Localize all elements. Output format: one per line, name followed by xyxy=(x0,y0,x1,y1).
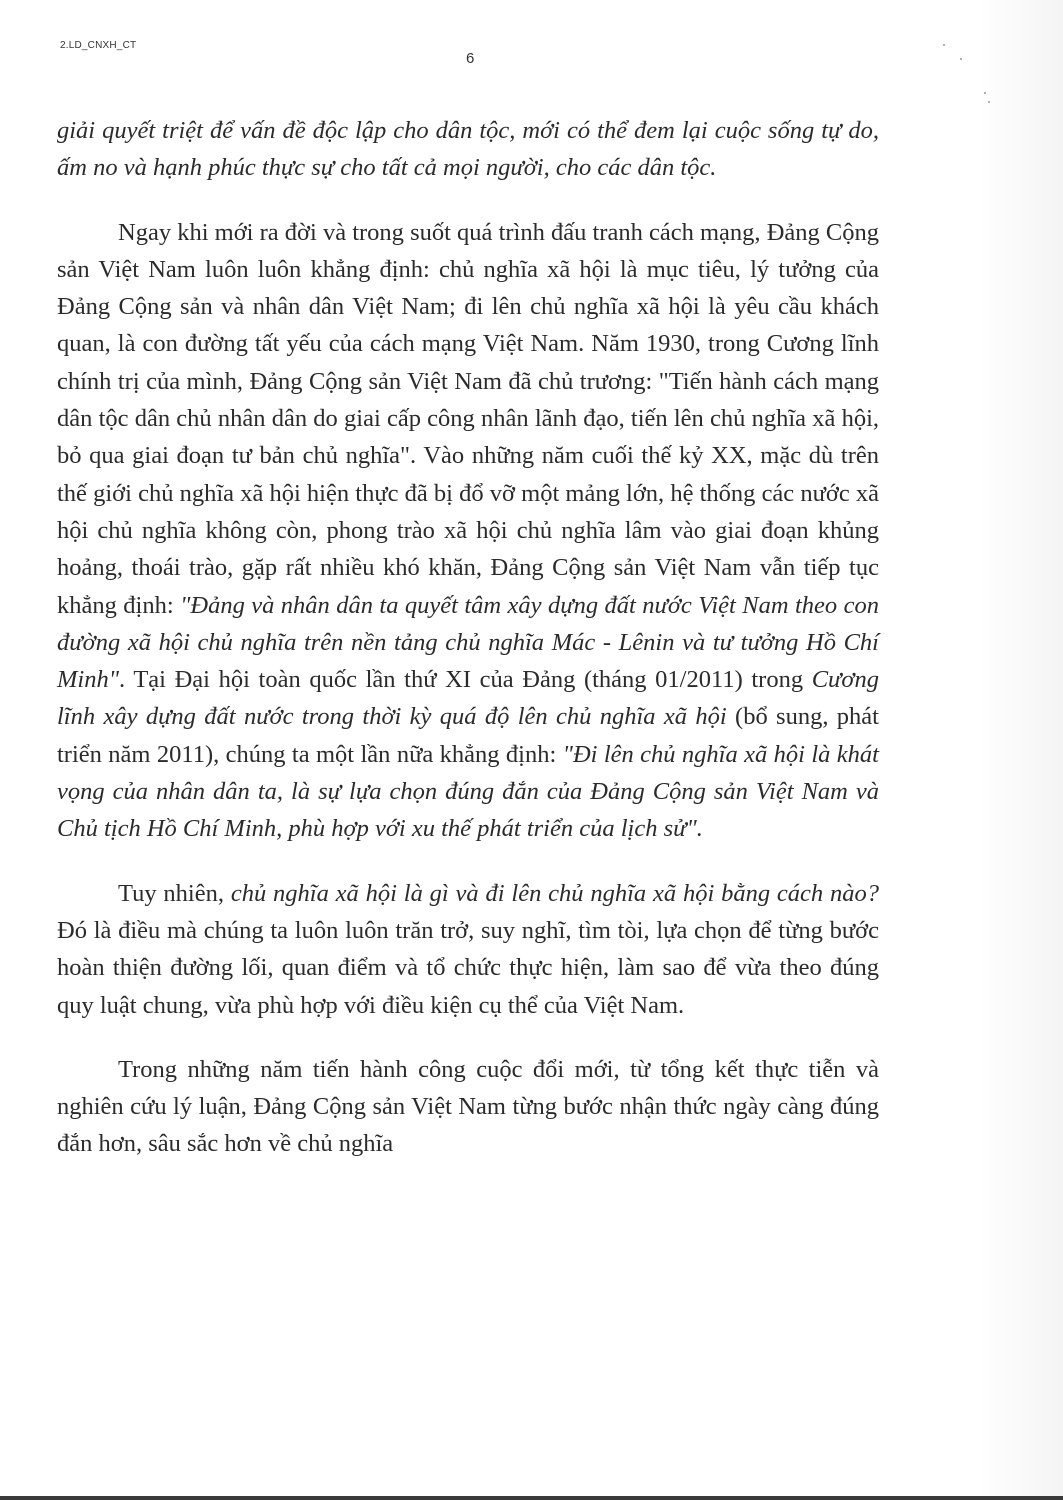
page-number: 6 xyxy=(466,50,475,67)
scan-speck xyxy=(988,101,990,103)
title-segment: Cương lĩnh xây dựng đất nước trong thời kỳ quá độ lên chủ nghĩa xã hội xyxy=(57,666,879,731)
paragraph-4 xyxy=(57,1051,879,1163)
scan-edge xyxy=(0,1496,1063,1500)
scan-speck xyxy=(960,58,962,60)
quote-segment: "Đi lên chủ nghĩa xã hội là khát vọng của nhân dân ta, là sự lựa chọn đúng đắn của Đảng Cộng sản Việt Nam và Chủ tịch Hồ Chí Minh, phù hợp với xu thế phát triển của lịch sử". xyxy=(57,740,879,843)
scan-speck xyxy=(943,44,945,46)
text-segment: . Tại Đại hội toàn quốc lần thứ XI của Đảng (tháng 01/2011) trong xyxy=(119,666,812,694)
text-segment: Tuy nhiên, xyxy=(118,879,231,907)
text-segment: Đó là điều mà chúng ta luôn luôn trăn trở, suy nghĩ, tìm tòi, lựa chọn để từng bước hoàn thiện đường lối, quan điểm và tổ chức thực hiện, làm sao để vừa theo đúng quy luật chung, vừa phù hợp với điều kiện cụ thể của Việt Nam. xyxy=(57,916,879,1019)
document-code: 2.LD_CNXH_CT xyxy=(60,40,137,51)
question-segment: chủ nghĩa xã hội là gì và đi lên chủ nghĩa xã hội bằng cách nào? xyxy=(230,879,879,907)
text-segment: giải quyết triệt để vấn đề độc lập cho dân tộc, mới có thể đem lại cuộc sống tự do, ấm no và hạnh phúc thực sự cho tất cả mọi người, cho các dân tộc. xyxy=(57,117,879,182)
body-text xyxy=(57,112,879,1163)
text-segment: Ngay khi mới ra đời và trong suốt quá trình đấu tranh cách mạng, Đảng Cộng sản Việt Nam luôn luôn khẳng định: chủ nghĩa xã hội là mục tiêu, lý tưởng của Đảng Cộng sản và nhân dân Việt Nam; đi lên chủ nghĩa xã hội là yêu cầu khách quan, là con đường tất yếu của cách mạng Việt Nam. Năm 1930, trong Cương lĩnh chính trị của mình, Đảng Cộng sản Việt Nam đã chủ trương: "Tiến hành cách mạng dân tộc dân chủ nhân dân do giai cấp công nhân lãnh đạo, tiến lên chủ nghĩa xã hội, bỏ qua giai đoạn tư bản chủ nghĩa". Vào những năm cuối thế kỷ XX, mặc dù trên thế giới chủ nghĩa xã hội hiện thực đã bị đổ vỡ một mảng lớn, hệ thống các nước xã hội chủ nghĩa không còn, phong trào xã hội chủ nghĩa lâm vào giai đoạn khủng hoảng, thoái trào, gặp rất nhiều khó khăn, Đảng Cộng sản Việt Nam vẫn tiếp tục khẳng định: xyxy=(57,218,879,619)
paragraph-2 xyxy=(57,214,879,848)
text-segment: (bổ sung, phát triển năm 2011), chúng ta một lần nữa khẳng định: xyxy=(57,703,879,768)
paragraph-3 xyxy=(57,875,879,1024)
scan-speck xyxy=(984,92,986,94)
quote-segment: "Đảng và nhân dân ta quyết tâm xây dựng đất nước Việt Nam theo con đường xã hội chủ nghĩa trên nền tảng chủ nghĩa Mác - Lênin và tư tưởng Hồ Chí Minh" xyxy=(57,591,879,694)
text-segment: Trong những năm tiến hành công cuộc đổi mới, từ tổng kết thực tiễn và nghiên cứu lý luận, Đảng Cộng sản Việt Nam từng bước nhận thức ngày càng đúng đắn hơn, sâu sắc hơn về chủ nghĩa xyxy=(57,1055,879,1158)
paragraph-1 xyxy=(57,112,879,187)
